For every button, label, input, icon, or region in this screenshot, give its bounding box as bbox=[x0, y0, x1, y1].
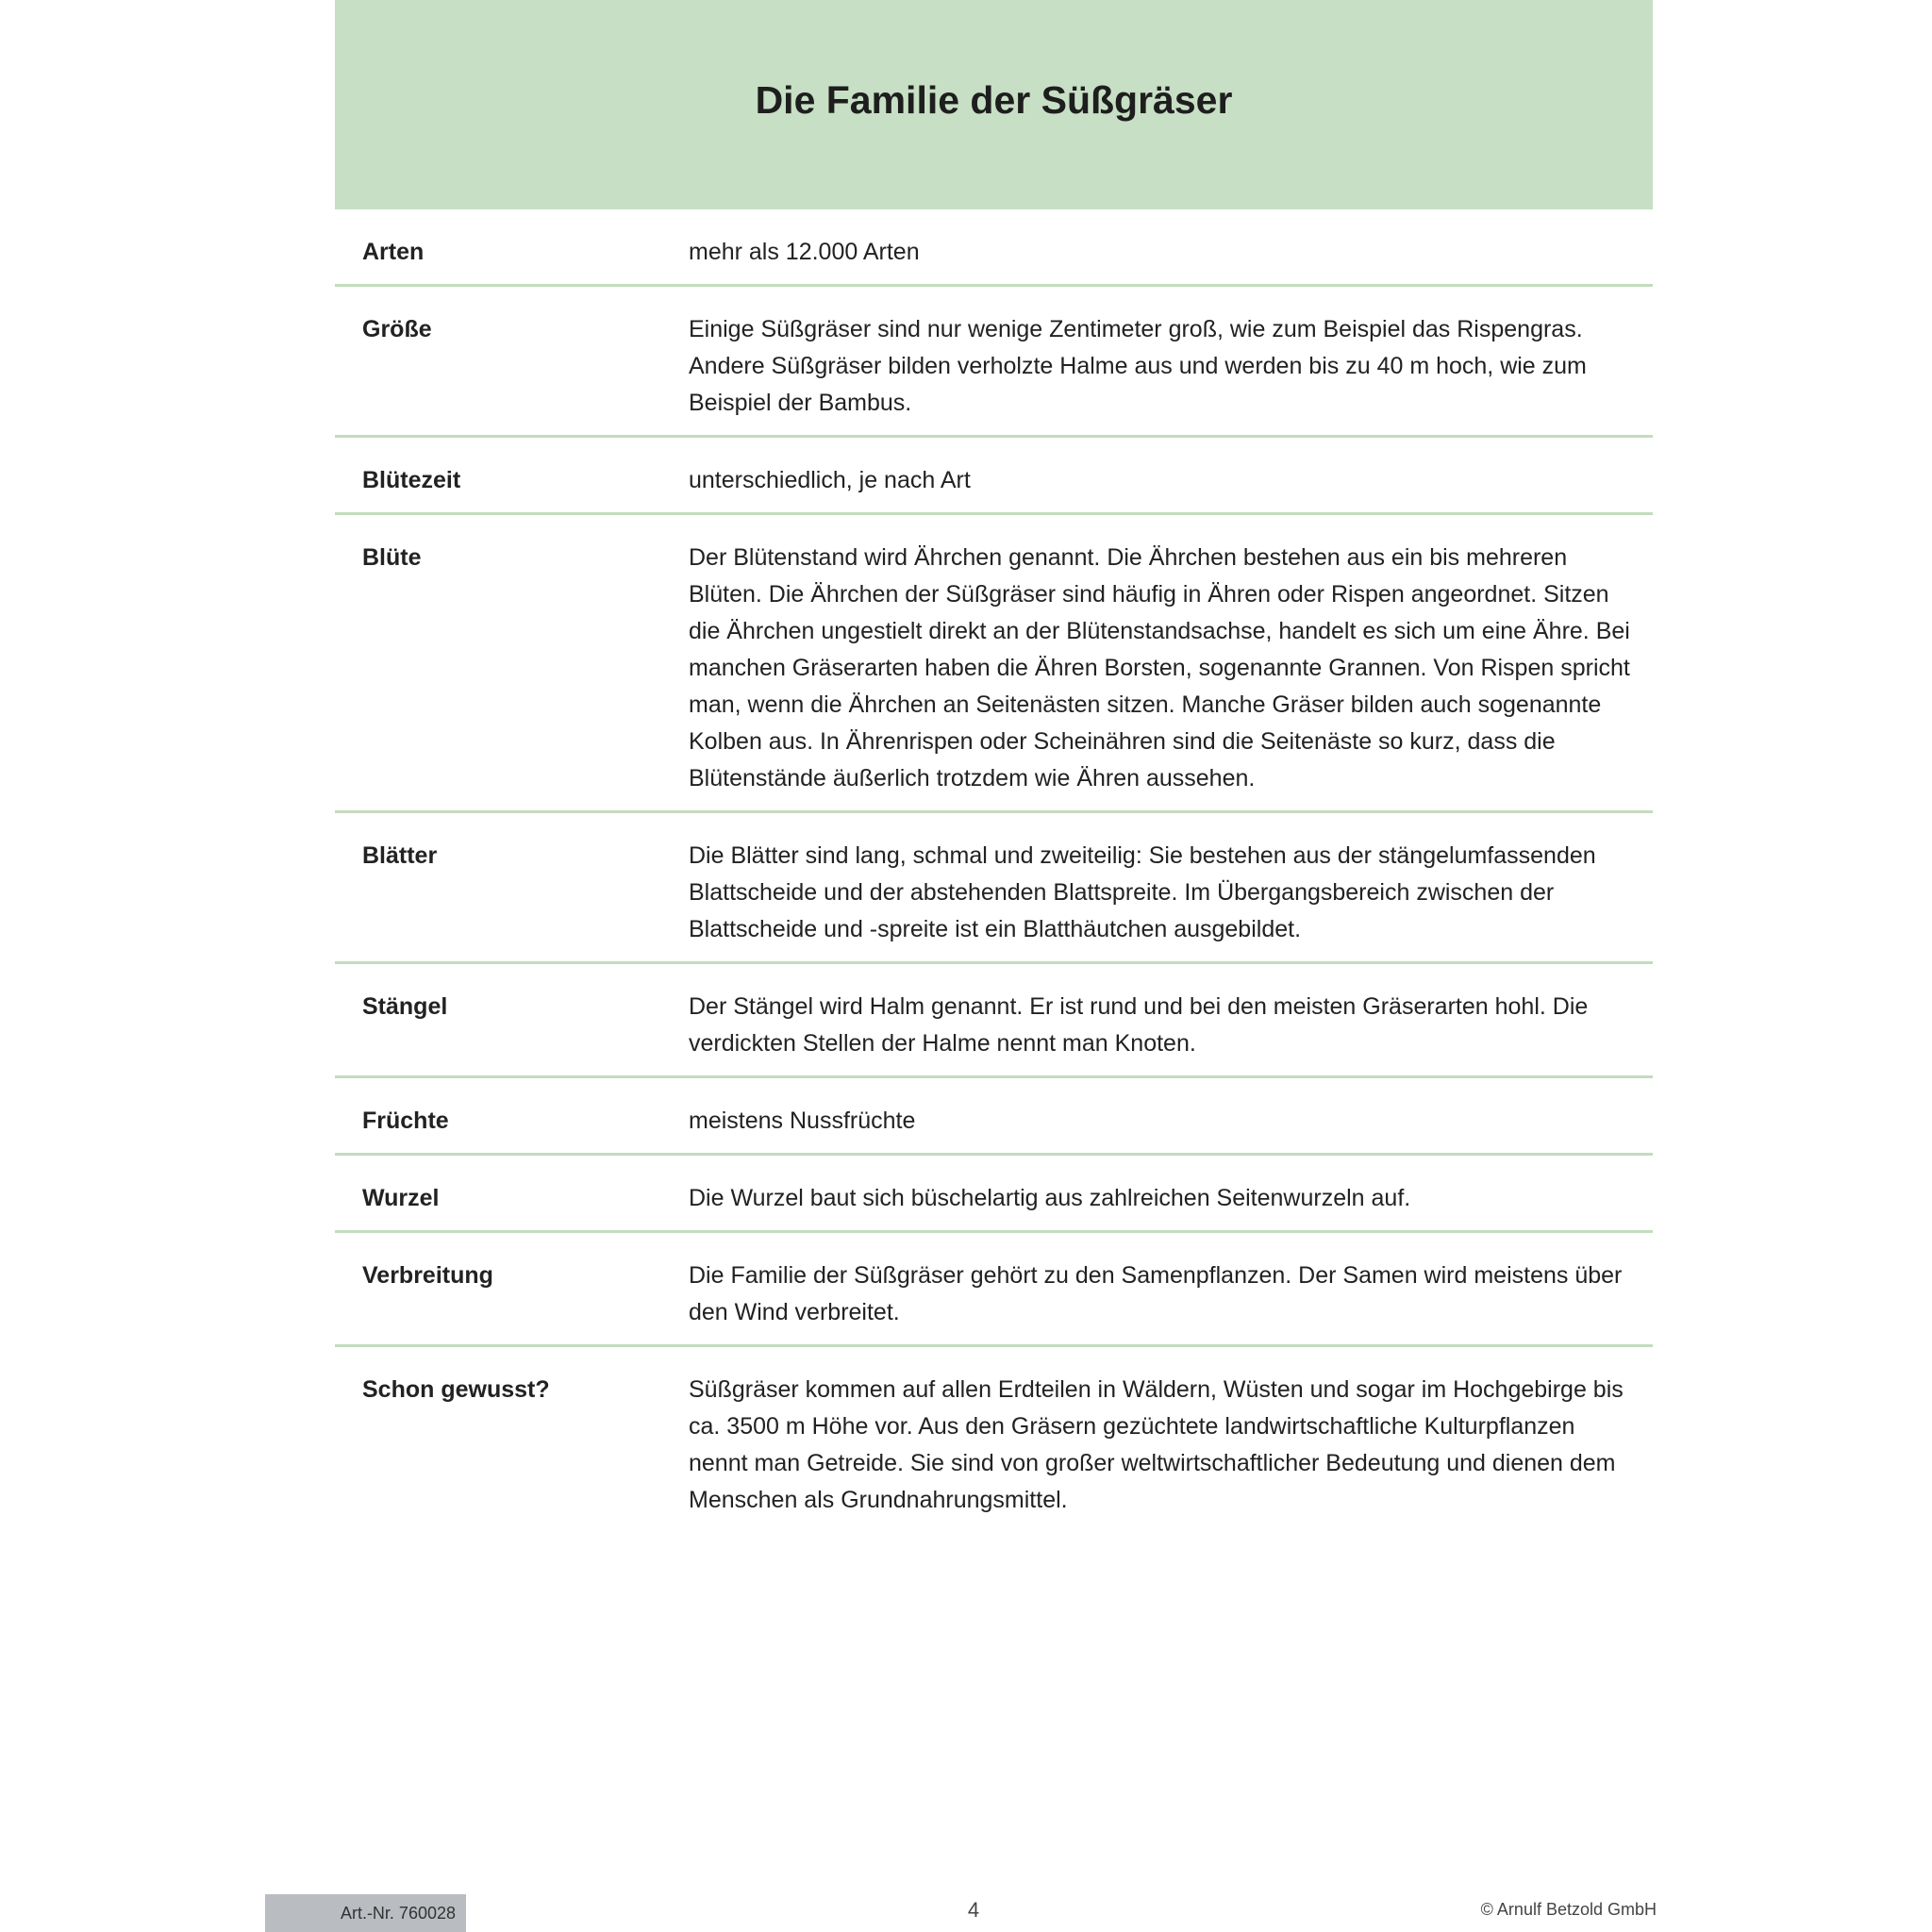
row-label-bluete: Blüte bbox=[362, 544, 422, 571]
table-row bbox=[335, 209, 1653, 286]
row-text-wurzel: Die Wurzel baut sich büschelartig aus zahlreichen Seitenwurzeln auf. bbox=[689, 1185, 1411, 1211]
row-text-arten: mehr als 12.000 Arten bbox=[689, 239, 920, 265]
row-text-blaetter: Die Blätter sind lang, schmal und zweiteilig: Sie bestehen aus der stängelumfassenden Blattscheide und der abstehenden Blattspreite. Im Übergangsbereich zwischen der Blattscheide und -spreite ist ein Blatthäutchen ausgebildet. bbox=[689, 842, 1596, 942]
row-text-fruechte: meistens Nussfrüchte bbox=[689, 1108, 916, 1134]
table-row bbox=[335, 963, 1653, 1077]
table-row bbox=[335, 1232, 1653, 1346]
row-text-schon-gewusst: Süßgräser kommen auf allen Erdteilen in Wäldern, Wüsten und sogar im Hochgebirge bis ca. 3500 m Höhe vor. Aus den Gräsern gezüchtete landwirtschaftliche Kulturpflanzen nennt man Getreide. Sie sind von großer weltwirtschaftlicher Bedeutung und dienen dem Menschen als Grundnahrungsmittel. bbox=[689, 1376, 1624, 1513]
row-label-blaetter: Blätter bbox=[362, 842, 438, 869]
row-text-bluete: Der Blütenstand wird Ährchen genannt. Die Ährchen bestehen aus ein bis mehreren Blüten. Die Ährchen der Süßgräser sind häufig in Ähren oder Rispen angeordnet. Sitzen die Ährchen ungestielt direkt an der Blütenstandsachse, handelt es sich um eine Ähre. Bei manchen Gräserarten haben die Ähren Borsten, sogenannte Grannen. Von Rispen spricht man, wenn die Ährchen an Seitenästen sitzen. Manche Gräser bilden auch sogenannte Kolben aus. In Ährenrispen oder Scheinähren sind die Seitenäste so kurz, dass die Blütenstände äußerlich trotzdem wie Ähren aussehen. bbox=[689, 544, 1630, 791]
row-label-groesse: Größe bbox=[362, 316, 432, 342]
page-number: 4 bbox=[967, 1898, 980, 1922]
row-text-groesse: Einige Süßgräser sind nur wenige Zentimeter groß, wie zum Beispiel das Rispengras. Andere Süßgräser bilden verholzte Halme aus und werden bis zu 40 m hoch, wie zum Beispiel der Bambus. bbox=[689, 316, 1587, 416]
title-band bbox=[335, 0, 1653, 209]
row-text-bluetezeit: unterschiedlich, je nach Art bbox=[689, 467, 971, 493]
table-row bbox=[335, 514, 1653, 812]
row-label-staengel: Stängel bbox=[362, 993, 448, 1020]
table-row bbox=[335, 812, 1653, 963]
row-label-arten: Arten bbox=[362, 239, 425, 265]
table-row bbox=[335, 1077, 1653, 1155]
table-row bbox=[335, 286, 1653, 437]
row-label-bluetezeit: Blütezeit bbox=[362, 467, 461, 493]
row-label-verbreitung: Verbreitung bbox=[362, 1262, 493, 1289]
row-label-schon-gewusst: Schon gewusst? bbox=[362, 1376, 550, 1403]
copyright: © Arnulf Betzold GmbH bbox=[1480, 1900, 1657, 1919]
row-text-verbreitung: Die Familie der Süßgräser gehört zu den Samenpflanzen. Der Samen wird meistens über den Wind verbreitet. bbox=[689, 1262, 1623, 1325]
table-row bbox=[335, 1155, 1653, 1232]
fact-table bbox=[335, 209, 1653, 1532]
table-row bbox=[335, 437, 1653, 514]
page-title: Die Familie der Süßgräser bbox=[755, 78, 1233, 122]
table-row bbox=[335, 1346, 1653, 1533]
row-text-staengel: Der Stängel wird Halm genannt. Er ist rund und bei den meisten Gräserarten hohl. Die verdickten Stellen der Halme nennt man Knoten. bbox=[689, 993, 1589, 1057]
row-label-wurzel: Wurzel bbox=[362, 1185, 440, 1211]
row-label-fruechte: Früchte bbox=[362, 1108, 449, 1134]
article-number: Art.-Nr. 760028 bbox=[265, 1894, 466, 1932]
